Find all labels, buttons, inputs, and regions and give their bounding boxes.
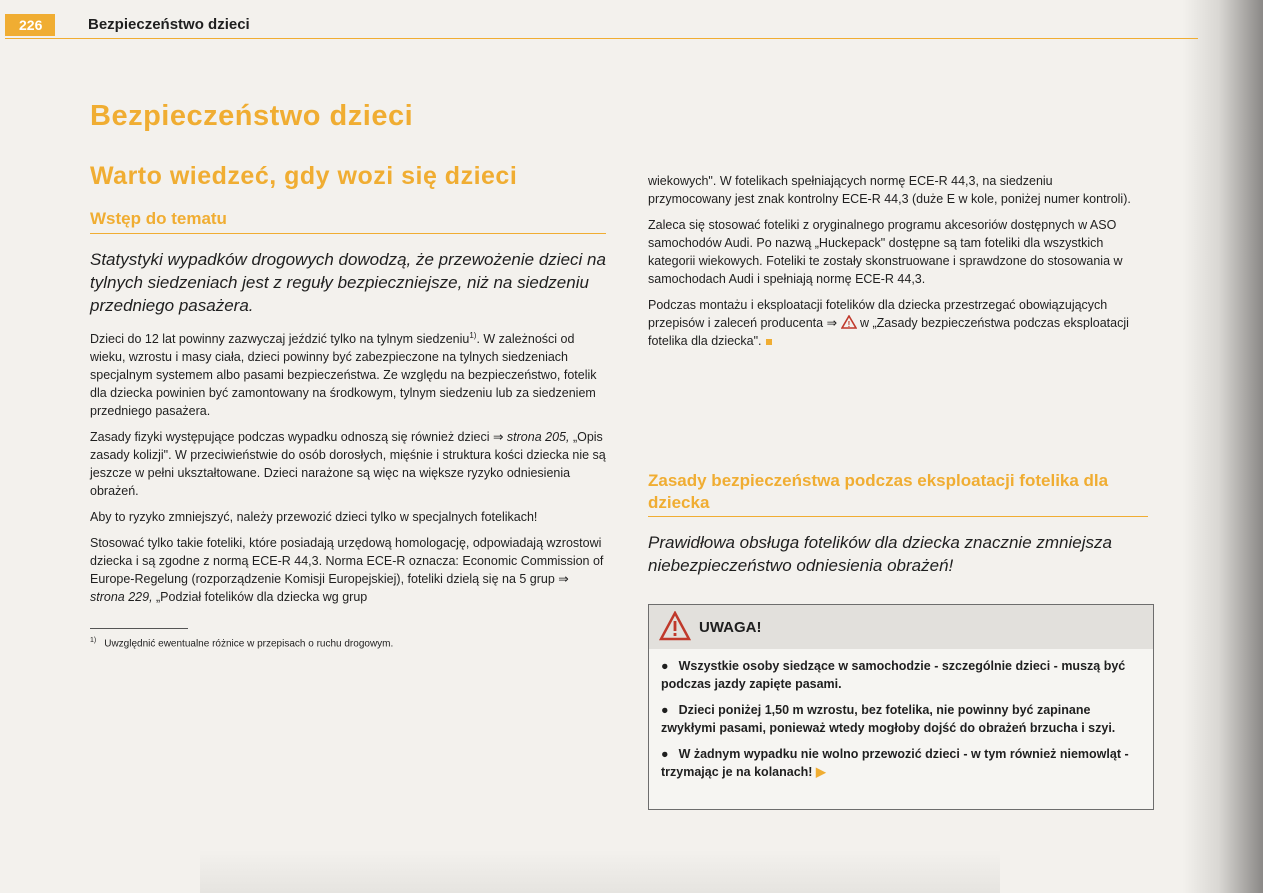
bullet-icon: ● <box>661 659 669 673</box>
chapter-title: Bezpieczeństwo dzieci <box>90 100 414 132</box>
warning-item <box>661 657 1139 693</box>
footnote-text: Uwzględnić ewentualne różnice w przepisach o ruchu drogowym. <box>104 638 394 650</box>
section-title: Warto wiedzeć, gdy wozi się dzieci <box>90 162 518 190</box>
continue-arrow-icon[interactable]: ▶ <box>815 765 826 779</box>
paragraph-1 <box>90 327 606 420</box>
paragraph-4 <box>90 534 606 606</box>
warning-item-text: Dzieci poniżej 1,50 m wzrostu, bez fotelika, nie powinny być zapinane zwykłymi pasami, ponieważ wtedy mogłoby dojść do obrażeń brzucha i szyi. <box>661 703 1116 735</box>
warning-item-text: W żadnym wypadku nie wolno przewozić dzieci - w tym również niemowląt - trzymając je na kolanach! <box>661 747 1129 779</box>
paragraph-1-text-a: Dzieci do 12 lat powinny zazwyczaj jeździć tylko na tylnym siedzeniu <box>90 332 470 347</box>
left-column <box>90 100 606 649</box>
warning-reference-icon[interactable] <box>841 315 857 329</box>
paragraph-4-text-b: „Podział fotelików dla dziecka wg grup <box>152 590 368 605</box>
section-end-mark <box>766 339 772 345</box>
paragraph-6: Zaleca się stosować foteliki z oryginalnego programu akcesoriów dostępnych w ASO samochodów Audi. Po nazwą „Huckepack" dostępne są tam foteliki dla wszystkich kategorii wiekowych. Foteliki te zostały skonstruowane i sprawdzone do stosowania w samochodach Audi i spełniają normę ECE-R 44,3. <box>648 218 1123 286</box>
paragraph-7 <box>648 296 1138 350</box>
subsection-title: Wstęp do tematu <box>90 209 606 234</box>
safety-section-title: Zasady bezpieczeństwa podczas eksploatacji fotelika dla dziecka <box>648 470 1148 517</box>
header-rule <box>5 38 1198 39</box>
warning-triangle-icon <box>659 611 691 641</box>
paragraph-2-text-b: „Opis zasady kolizji". W przeciwieństwie do osób dorosłych, mięśnie i struktura kości dziecka nie są jeszcze w pełni ukształtowane. Dzieci narażone są więc na większe ryzyko odniesienia obrażeń. <box>90 430 606 499</box>
running-title: Bezpieczeństwo dzieci <box>88 16 250 33</box>
page-reference-link[interactable]: strona 205, <box>506 430 570 445</box>
paragraph-2 <box>90 428 606 500</box>
warning-item <box>661 701 1139 737</box>
footnote <box>90 637 606 649</box>
page-reference-link[interactable]: strona 229, <box>90 590 153 605</box>
page-edge-shadow <box>1183 0 1263 893</box>
paragraph-7-text-a: Podczas montażu i eksploatacji fotelików dla dziecka przestrzegać obowiązujących przepisów i zaleceń producenta ⇒ <box>648 298 1108 330</box>
safety-section <box>648 470 1148 587</box>
warning-body <box>649 649 1153 781</box>
paragraph-7-text-b: w „Zasady bezpieczeństwa podczas eksploatacji fotelika dla dziecka". <box>648 316 1129 348</box>
warning-box <box>648 604 1154 810</box>
warning-item <box>661 745 1139 781</box>
paragraph-3: Aby to ryzyko zmniejszyć, należy przewozić dzieci tylko w specjalnych fotelikach! <box>90 510 538 525</box>
paragraph-1-text-b: . W zależności od wieku, wzrostu i masy ciała, dzieci powinny być zabezpieczone na tylnych siedzeniach specjalnym systemem albo pasami bezpieczeństwa. Ze względu na bezpieczeństwo, fotelik dla dziecka powinien być zamontowany na środkowym, tylnym siedzeniu lub za siedzeniem przedniego pasażera. <box>90 332 597 419</box>
lead-paragraph: Statystyki wypadków drogowych dowodzą, że przewożenie dzieci na tylnych siedzeniach jest z reguły bezpieczniejsze, niż na siedzeniu przedniego pasażera. <box>90 250 606 315</box>
footnote-number: 1) <box>90 637 97 645</box>
warning-header <box>649 605 1153 649</box>
warning-item-text: Wszystkie osoby siedzące w samochodzie - szczególnie dzieci - muszą być podczas jazdy zapięte pasami. <box>661 659 1126 691</box>
paragraph-2-text-a: Zasady fizyki występujące podczas wypadku odnoszą się również dzieci ⇒ <box>90 430 507 445</box>
right-column <box>648 172 1138 358</box>
paragraph-5: wiekowych". W fotelikach spełniających normę ECE-R 44,3, na siedzeniu przymocowany jest znak kontrolny ECE-R 44,3 (duże E w kole, poniżej numer kontroli). <box>648 174 1131 206</box>
bullet-icon: ● <box>661 747 669 761</box>
paragraph-4-text-a: Stosować tylko takie foteliki, które posiadają urzędową homologację, odpowiadają wzrostowi dziecka i są zgodne z normą ECE-R 44,3. Norma ECE-R oznacza: Economic Commission of Europe-Regelung (rozporządzenie Komisji Europejskiej), foteliki dzielą się na 5 grup ⇒ <box>90 536 604 587</box>
page-number: 226 <box>5 14 55 36</box>
bottom-shade <box>200 850 1000 893</box>
footnote-rule <box>90 628 188 629</box>
warning-title: UWAGA! <box>699 619 762 636</box>
footnote-marker[interactable]: 1) <box>469 331 477 340</box>
page-header <box>0 14 1263 36</box>
safety-lead: Prawidłowa obsługa fotelików dla dziecka znacznie zmniejsza niebezpieczeństwo odniesienia obrażeń! <box>648 533 1112 575</box>
svg-text:!: ! <box>847 320 850 329</box>
bullet-icon: ● <box>661 703 669 717</box>
